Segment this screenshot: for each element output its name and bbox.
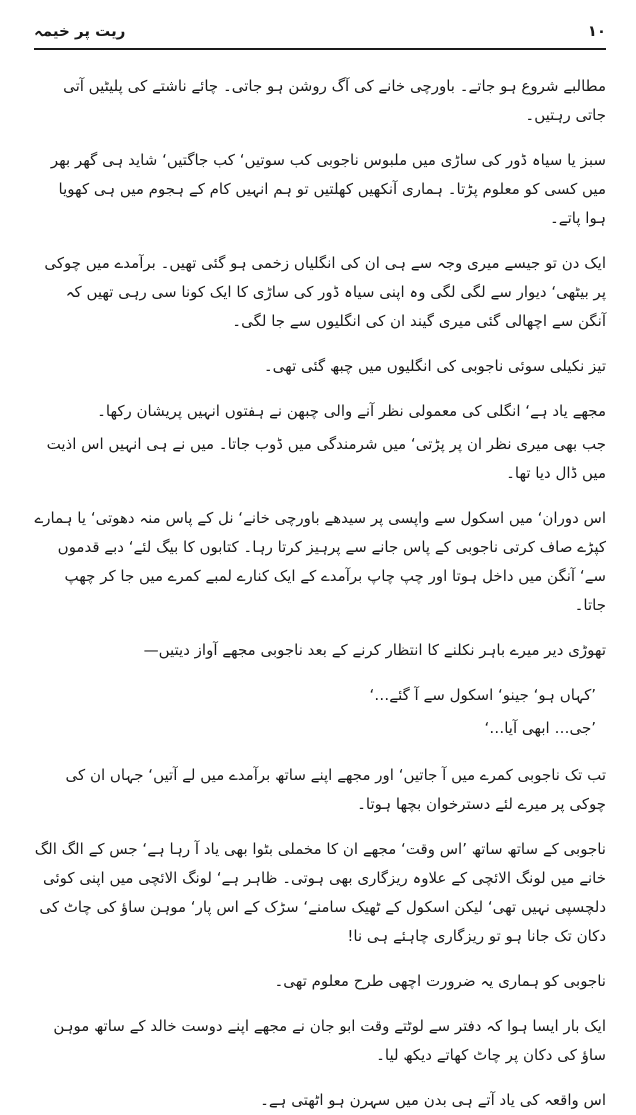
paragraph: ناجوبی کو ہماری یہ ضرورت اچھی طرح معلوم تھی۔ [274,972,606,990]
paragraph: تیز نکیلی سوئی ناجوبی کی انگلیوں میں چبھ گئی تھی۔ [263,357,606,375]
book-title: ریت پر خیمہ [34,22,126,40]
paragraph: تب تک ناجوبی کمرے میں آ جاتیں‘ اور مجھے اپنے ساتھ برآمدے میں لے آتیں‘ جہاں ان کی چوکی پر میرے لئے دسترخوان بچھا ہوتا۔ [65,766,606,813]
dialogue-line: ’کہاں ہو‘ جینو‘ اسکول سے آ گئے…‘ [369,686,596,704]
paragraph: ناجوبی کے ساتھ ساتھ ’اس وقت‘ مجھے ان کا مخملی بٹوا بھی یاد آ رہا ہے‘ جس کے الگ الگ خانے میں لونگ الائچی کے علاوہ ریزگاری بھی ہوتی۔ ظاہر ہے‘ لونگ الائچی میں اپنی کوئی دلچسپی نہیں تھی‘ لیکن اسکول کے ٹھیک سامنے‘ سڑک کے اس پار‘ موہن ساؤ کی چاٹ کی دکان تک جانا ہو تو ریزگاری چاہئے ہی نا! [34,840,606,945]
page-header [34,14,606,50]
dialogue-line: ’جی… ابھی آیا…‘ [484,719,596,737]
paragraph: اس واقعہ کی یاد آتے ہی بدن میں سہرن ہو اٹھتی ہے۔ [260,1091,606,1109]
paragraph: تھوڑی دیر میرے باہر نکلنے کا انتظار کرنے کے بعد ناجوبی مجھے آواز دیتیں— [143,641,606,659]
paragraph: ایک بار ایسا ہوا کہ دفتر سے لوٹتے وقت ابو جان نے مجھے اپنے دوست خالد کے ساتھ موہن ساؤ کی دکان پر چاٹ کھاتے دیکھ لیا۔ [53,1017,606,1064]
paragraph: سبز یا سیاہ ڈور کی ساڑی میں ملبوس ناجوبی کب سوتیں‘ کب جاگتیں‘ شاید ہی گھر بھر میں کسی کو معلوم پڑتا۔ ہماری آنکھیں کھلتیں تو ہم انہیں کام کے ہجوم میں ہی کھویا ہوا پاتے۔ [50,151,606,227]
paragraph: جب بھی میری نظر ان پر پڑتی‘ میں شرمندگی میں ڈوب جاتا۔ میں نے ہی انہیں اس اذیت میں ڈال دیا تھا۔ [46,435,606,482]
page-body [34,72,606,1115]
page-number: ١٠ [587,22,606,40]
paragraph: اس دوران‘ میں اسکول سے واپسی پر سیدھے باورچی خانے‘ نل کے پاس منہ دھوتی‘ یا ہمارے کپڑے صاف کرتی ناجوبی کے پاس جانے سے پرہیز کرتا رہا۔ کتابوں کا بیگ لئے‘ دبے قدموں سے‘ آنگن میں داخل ہوتا اور چپ چاپ برآمدے کے ایک کنارے لمبے کمرے میں جا کر چھپ جاتا۔ [34,509,606,614]
paragraph: ایک دن تو جیسے میری وجہ سے ہی ان کی انگلیاں زخمی ہو گئی تھیں۔ برآمدے میں چوکی پر بیٹھی‘ دیوار سے لگی لگی وہ اپنی سیاہ ڈور کی ساڑی کا ایک کونا سی رہی تھیں کہ آنگن سے اچھالی گئی میری گیند ان کی انگلیوں سے جا لگی۔ [44,254,606,330]
paragraph: مجھے یاد ہے‘ انگلی کی معمولی نظر آنے والی چبھن نے ہفتوں انہیں پریشان رکھا۔ [97,402,606,420]
paragraph: مطالبے شروع ہو جاتے۔ باورچی خانے کی آگ روشن ہو جاتی۔ چائے ناشتے کی پلیٹیں آتی جاتی رہتیں۔ [63,77,606,124]
